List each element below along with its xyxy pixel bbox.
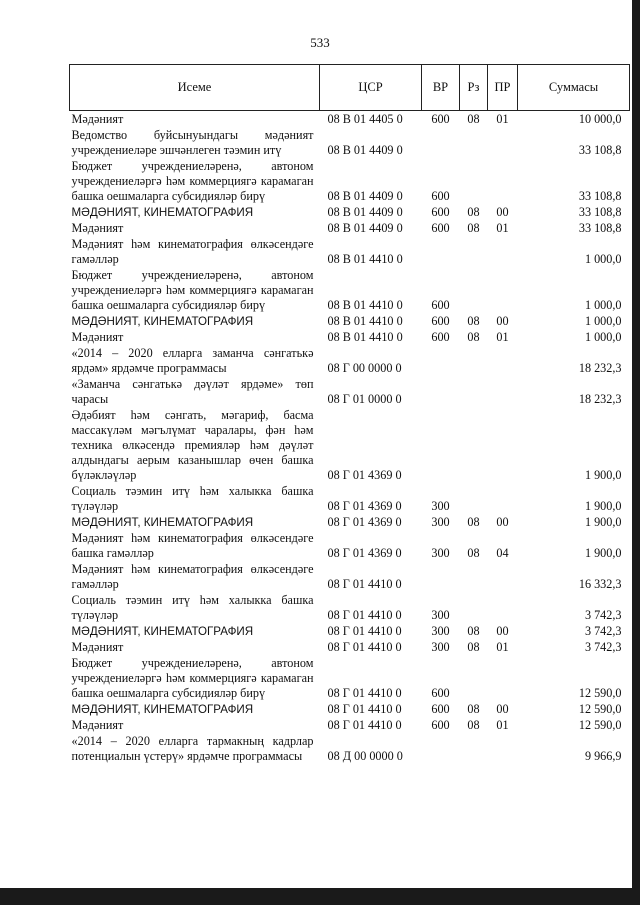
- row-vr: 600: [431, 112, 450, 126]
- row-rz: 08: [467, 205, 480, 219]
- row-vr: 300: [431, 624, 450, 638]
- row-csr: 08 В 01 4410 0: [327, 330, 403, 344]
- row-name: МӘДӘНИЯТ, КИНЕМАТОГРАФИЯ: [71, 625, 254, 638]
- row-csr: 08 Г 01 4410 0: [327, 702, 402, 716]
- row-sum: 1 900,0: [584, 546, 622, 560]
- row-pr: 00: [496, 515, 509, 529]
- row-vr: 600: [431, 314, 450, 328]
- row-name: МӘДӘНИЯТ, КИНЕМАТОГРАФИЯ: [71, 315, 254, 328]
- row-name: «2014 – 2020 елларга тармакның кадрлар потенциалын үстерү» ярдәмче программасы: [71, 734, 314, 763]
- table-header: [70, 65, 630, 111]
- row-name: МӘДӘНИЯТ, КИНЕМАТОГРАФИЯ: [71, 206, 254, 219]
- row-pr: [488, 655, 518, 701]
- row-sum: 12 590,0: [578, 686, 622, 700]
- row-rz: [460, 407, 488, 483]
- row-vr: 300: [431, 546, 450, 560]
- row-sum: 3 742,3: [584, 624, 622, 638]
- row-vr: 600: [431, 702, 450, 716]
- row-rz: [460, 733, 488, 764]
- scan-bottom-edge: [0, 888, 640, 905]
- row-pr: [488, 158, 518, 204]
- row-pr: 00: [496, 702, 509, 716]
- table-row: [70, 111, 630, 128]
- row-csr: 08 Г 01 4410 0: [327, 608, 402, 622]
- row-vr: 600: [431, 189, 450, 203]
- budget-table: [69, 64, 630, 764]
- table-row: [70, 127, 630, 158]
- row-sum: 1 000,0: [584, 330, 622, 344]
- row-csr: 08 В 01 4410 0: [327, 298, 403, 312]
- row-vr: 300: [431, 608, 450, 622]
- row-name: Бюджет учреждениеләренә, автоном учреждениеләргә һәм коммерциягә карамаган башка оешмаларга субсидияләр бирү: [71, 268, 314, 312]
- row-vr: 300: [431, 640, 450, 654]
- row-name: Мәдәният һәм кинематография өлкәсендәге гамәлләр: [71, 562, 314, 591]
- row-rz: [460, 267, 488, 313]
- row-sum: 12 590,0: [578, 702, 622, 716]
- row-sum: 33 108,8: [578, 205, 622, 219]
- row-sum: 1 000,0: [584, 314, 622, 328]
- row-sum: 12 590,0: [578, 718, 622, 732]
- header-csr: ЦСР: [320, 65, 422, 111]
- row-rz: 08: [467, 718, 480, 732]
- row-sum: 9 966,9: [584, 749, 622, 763]
- row-csr: 08 Г 01 4369 0: [327, 499, 402, 513]
- table-row: [70, 376, 630, 407]
- row-rz: 08: [467, 330, 480, 344]
- row-rz: 08: [467, 314, 480, 328]
- page-number: 533: [310, 35, 330, 50]
- row-rz: 08: [467, 702, 480, 716]
- row-rz: [460, 483, 488, 514]
- row-vr: 600: [431, 330, 450, 344]
- row-rz: [460, 561, 488, 592]
- row-vr: [422, 407, 460, 483]
- table-row: [70, 407, 630, 483]
- row-rz: [460, 127, 488, 158]
- row-vr: 600: [431, 221, 450, 235]
- header-vr: ВР: [422, 65, 460, 111]
- row-pr: 00: [496, 624, 509, 638]
- row-csr: 08 Г 01 4369 0: [327, 515, 402, 529]
- row-name: Мәдәният һәм кинематография өлкәсендәге гамәлләр: [71, 237, 314, 266]
- table-row: [70, 204, 630, 220]
- row-pr: [488, 561, 518, 592]
- row-pr: [488, 376, 518, 407]
- row-pr: 01: [496, 112, 509, 126]
- row-pr: [488, 236, 518, 267]
- row-sum: 1 000,0: [584, 298, 622, 312]
- row-pr: [488, 267, 518, 313]
- row-name: Социаль тәэмин итү һәм халыкка башка түләүләр: [71, 484, 314, 513]
- row-vr: [422, 561, 460, 592]
- table-row: [70, 483, 630, 514]
- row-sum: 33 108,8: [578, 143, 622, 157]
- row-name: Бюджет учреждениеләренә, автоном учреждениеләргә һәм коммерциягә карамаган башка оешмаларга субсидияләр бирү: [71, 656, 314, 700]
- row-csr: 08 Г 01 4410 0: [327, 640, 402, 654]
- row-name: Мәдәният: [71, 640, 124, 654]
- row-rz: [460, 236, 488, 267]
- row-pr: 04: [496, 546, 509, 560]
- row-name: Әдәбият һәм сәнгать, мәгариф, басма массакүләм мәгълүмат чаралары, фән һәм техника өлкәсендә премияләр һәм дәүләт алдындагы аерым казанышлар өчен башка бүләкләүләр: [71, 408, 314, 482]
- table-row: [70, 561, 630, 592]
- row-csr: 08 Г 01 4410 0: [327, 686, 402, 700]
- row-name: Ведомство буйсынуындагы мәдәният учреждениеләре эшчәнлеген тәэмин итү: [71, 128, 314, 157]
- row-vr: 300: [431, 515, 450, 529]
- scan-right-edge: [632, 0, 640, 905]
- row-rz: [460, 592, 488, 623]
- table-row: [70, 639, 630, 655]
- table-row: [70, 267, 630, 313]
- row-csr: 08 Г 01 4369 0: [327, 546, 402, 560]
- row-pr: [488, 407, 518, 483]
- row-rz: 08: [467, 221, 480, 235]
- row-csr: 08 Г 01 4410 0: [327, 624, 402, 638]
- row-csr: 08 Г 01 4369 0: [327, 468, 402, 482]
- row-name: Мәдәният: [71, 112, 124, 126]
- row-csr: 08 В 01 4409 0: [327, 143, 403, 157]
- table-row: [70, 623, 630, 639]
- table-row: [70, 701, 630, 717]
- row-pr: [488, 483, 518, 514]
- row-name: «Заманча сәнгатькә дәүләт ярдәме» төп чарасы: [71, 377, 314, 406]
- row-rz: 08: [467, 546, 480, 560]
- row-csr: 08 В 01 4409 0: [327, 205, 403, 219]
- header-rz: Рз: [460, 65, 488, 111]
- row-sum: 3 742,3: [584, 608, 622, 622]
- row-sum: 18 232,3: [578, 361, 622, 375]
- row-rz: [460, 345, 488, 376]
- table-row: [70, 655, 630, 701]
- row-name: «2014 – 2020 елларга заманча сәнгатькә ярдәм» ярдәмче программасы: [71, 346, 314, 375]
- table-row: [70, 514, 630, 530]
- row-name: МӘДӘНИЯТ, КИНЕМАТОГРАФИЯ: [71, 703, 254, 716]
- row-csr: 08 В 01 4409 0: [327, 189, 403, 203]
- row-sum: 1 900,0: [584, 515, 622, 529]
- table-row: [70, 220, 630, 236]
- row-pr: [488, 733, 518, 764]
- row-vr: 600: [431, 718, 450, 732]
- row-name: Бюджет учреждениеләренә, автоном учреждениеләргә һәм коммерциягә карамаган башка оешмаларга субсидияләр бирү: [71, 159, 314, 203]
- row-pr: 01: [496, 718, 509, 732]
- table-row: [70, 717, 630, 733]
- row-rz: [460, 158, 488, 204]
- row-vr: [422, 236, 460, 267]
- row-sum: 18 232,3: [578, 392, 622, 406]
- row-csr: 08 Г 01 4410 0: [327, 718, 402, 732]
- row-rz: 08: [467, 112, 480, 126]
- row-pr: [488, 592, 518, 623]
- row-rz: 08: [467, 640, 480, 654]
- row-pr: 00: [496, 314, 509, 328]
- row-pr: [488, 127, 518, 158]
- row-name: Мәдәният: [71, 221, 124, 235]
- row-csr: 08 В 01 4410 0: [327, 314, 403, 328]
- row-sum: 1 900,0: [584, 468, 622, 482]
- row-name: Мәдәният һәм кинематография өлкәсендәге башка гамәлләр: [71, 531, 314, 560]
- table-row: [70, 592, 630, 623]
- table-row: [70, 236, 630, 267]
- row-sum: 1 000,0: [584, 252, 622, 266]
- table-row: [70, 345, 630, 376]
- row-vr: 600: [431, 686, 450, 700]
- table-row: [70, 329, 630, 345]
- row-vr: 600: [431, 298, 450, 312]
- row-csr: 08 Г 01 0000 0: [327, 392, 402, 406]
- row-vr: [422, 376, 460, 407]
- row-sum: 33 108,8: [578, 189, 622, 203]
- row-csr: 08 Г 00 0000 0: [327, 361, 402, 375]
- table-row: [70, 158, 630, 204]
- row-pr: [488, 345, 518, 376]
- table-row: [70, 733, 630, 764]
- row-name: Социаль тәэмин итү һәм халыкка башка түләүләр: [71, 593, 314, 622]
- row-sum: 10 000,0: [578, 112, 622, 126]
- row-csr: 08 Д 00 0000 0: [327, 749, 403, 763]
- row-name: Мәдәният: [71, 330, 124, 344]
- row-sum: 16 332,3: [578, 577, 622, 591]
- row-csr: 08 В 01 4410 0: [327, 252, 403, 266]
- row-sum: 3 742,3: [584, 640, 622, 654]
- row-sum: 33 108,8: [578, 221, 622, 235]
- row-sum: 1 900,0: [584, 499, 622, 513]
- header-pr: ПР: [488, 65, 518, 111]
- row-csr: 08 Г 01 4410 0: [327, 577, 402, 591]
- row-vr: [422, 127, 460, 158]
- row-pr: 01: [496, 640, 509, 654]
- row-pr: 01: [496, 221, 509, 235]
- table-row: [70, 530, 630, 561]
- table-row: [70, 313, 630, 329]
- row-name: МӘДӘНИЯТ, КИНЕМАТОГРАФИЯ: [71, 516, 254, 529]
- row-csr: 08 В 01 4409 0: [327, 221, 403, 235]
- row-pr: 00: [496, 205, 509, 219]
- row-pr: 01: [496, 330, 509, 344]
- row-csr: 08 В 01 4405 0: [327, 112, 403, 126]
- row-vr: [422, 345, 460, 376]
- row-vr: [422, 733, 460, 764]
- header-sum: Суммасы: [518, 65, 630, 111]
- row-rz: [460, 655, 488, 701]
- header-name: Исеме: [70, 65, 320, 111]
- row-rz: 08: [467, 515, 480, 529]
- row-rz: [460, 376, 488, 407]
- row-vr: 300: [431, 499, 450, 513]
- table-body: [70, 111, 630, 765]
- row-name: Мәдәният: [71, 718, 124, 732]
- row-rz: 08: [467, 624, 480, 638]
- row-vr: 600: [431, 205, 450, 219]
